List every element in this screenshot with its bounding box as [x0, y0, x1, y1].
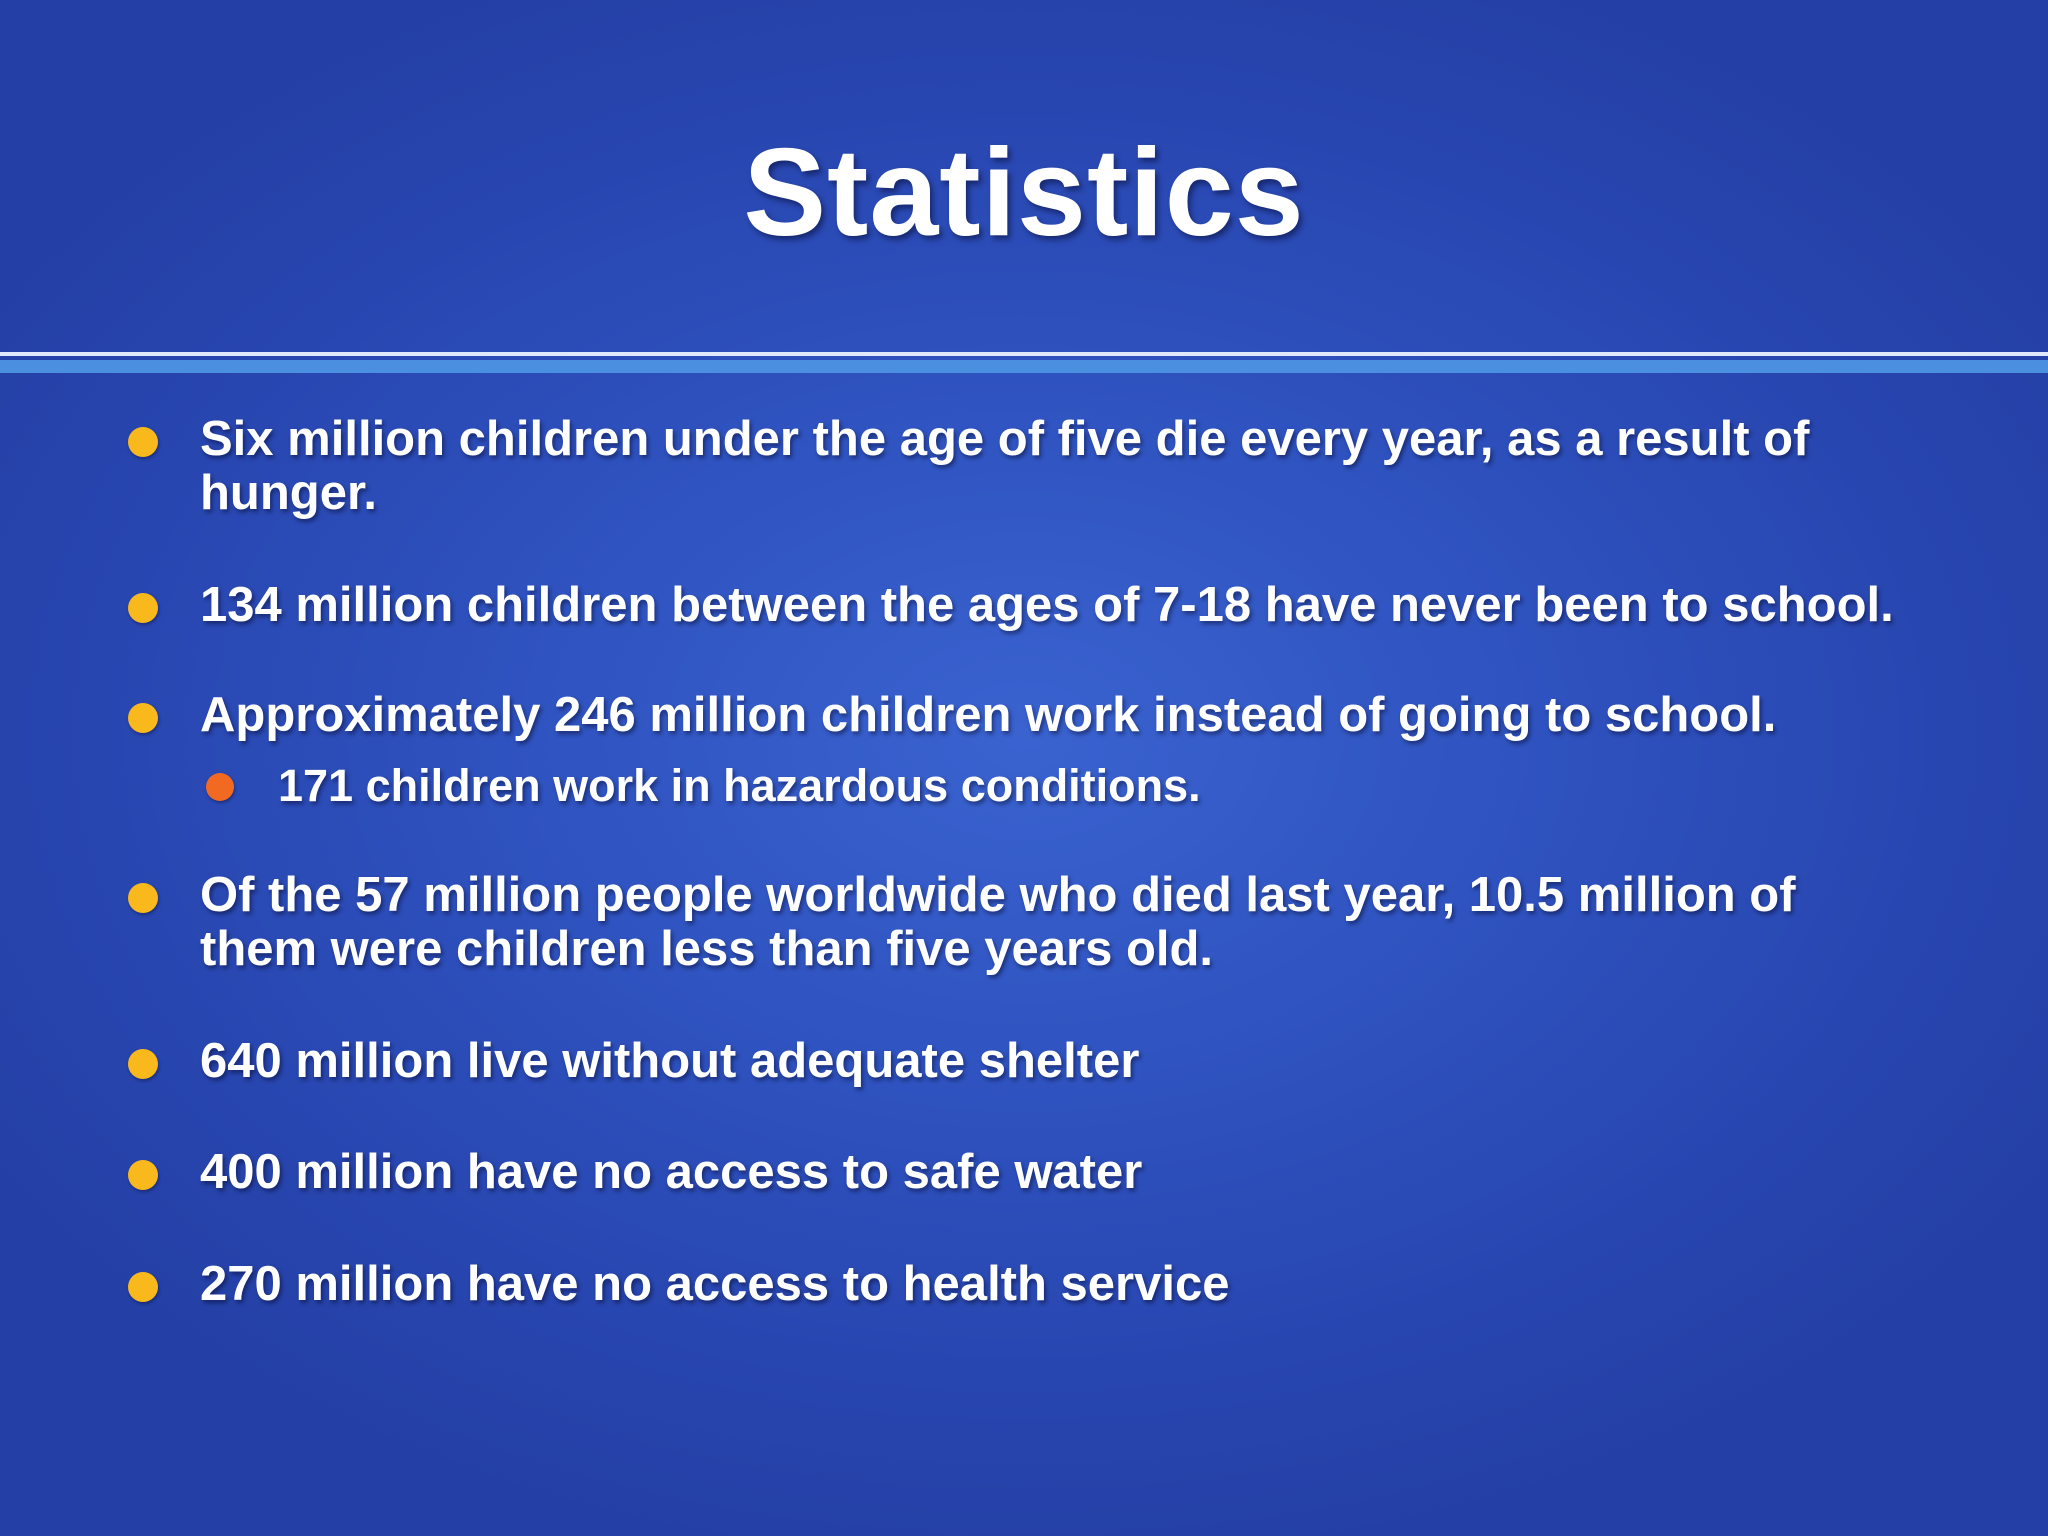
bullet-dot-icon: [128, 1160, 158, 1190]
bullet-text: Six million children under the age of five die every year, as a result of hunger.: [200, 412, 1810, 520]
bullet-dot-icon: [128, 883, 158, 913]
bullet-text: 270 million have no access to health service: [200, 1257, 1230, 1311]
bullet-item: [200, 412, 1900, 520]
sub-bullet-item: [278, 761, 1978, 811]
bullet-item: [200, 1034, 2000, 1088]
bullet-dot-icon: [128, 1272, 158, 1302]
slide-title: Statistics: [743, 124, 1305, 262]
bullet-item: [200, 688, 2000, 742]
bullet-text: 640 million live without adequate shelter: [200, 1034, 1140, 1088]
bullet-text: 400 million have no access to safe water: [200, 1145, 1143, 1199]
bullet-item: [200, 578, 2000, 632]
bullet-dot-icon: [128, 427, 158, 457]
bullet-item: [200, 868, 1900, 976]
bullet-dot-icon: [128, 593, 158, 623]
bullet-dot-icon: [128, 1049, 158, 1079]
bullet-item: [200, 1257, 2000, 1311]
bullet-dot-icon: [128, 703, 158, 733]
sub-bullet-dot-icon: [206, 773, 234, 801]
sub-bullet-text: 171 children work in hazardous conditions.: [278, 760, 1201, 811]
bullet-item: [200, 1145, 2000, 1199]
bullet-text: 134 million children between the ages of 7-18 have never been to school.: [200, 578, 1894, 632]
bullet-text: Of the 57 million people worldwide who died last year, 10.5 million of them were children less than five years old.: [200, 868, 1796, 976]
bullet-text: Approximately 246 million children work instead of going to school.: [200, 688, 1777, 742]
